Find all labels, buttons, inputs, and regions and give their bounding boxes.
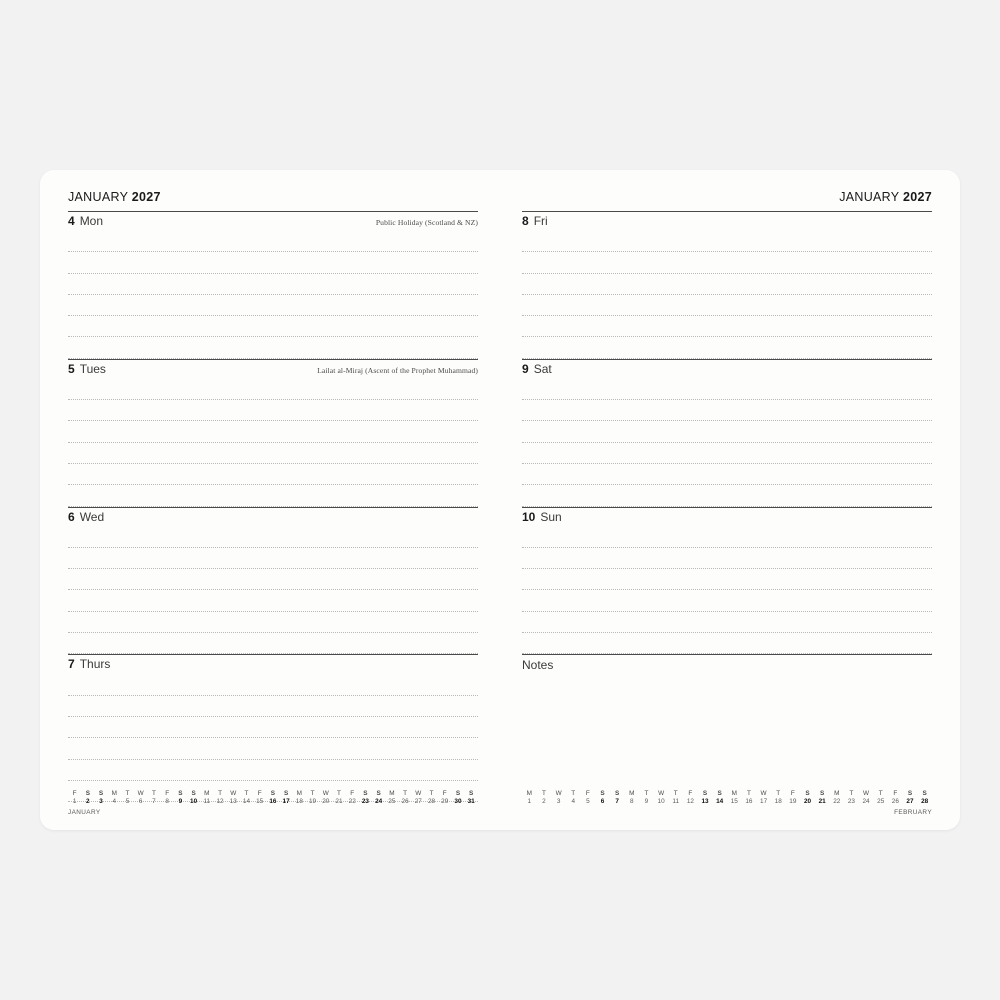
mini-calendar-date[interactable]: 4 xyxy=(112,798,117,805)
mini-calendar-date[interactable]: 9 xyxy=(178,798,183,805)
mini-calendar-weekday: T xyxy=(337,790,341,797)
writing-line[interactable] xyxy=(522,569,932,590)
mini-calendar-date[interactable]: 19 xyxy=(789,798,797,805)
writing-line[interactable] xyxy=(68,231,478,252)
mini-calendar-month-label: JANUARY xyxy=(68,809,101,816)
mini-calendar-date[interactable]: 14 xyxy=(716,798,724,805)
right-year-label: 2027 xyxy=(902,190,932,204)
mini-calendar-date[interactable]: 14 xyxy=(242,798,250,805)
mini-calendar-date[interactable]: 26 xyxy=(401,798,409,805)
mini-calendar-weekday: S xyxy=(820,790,825,797)
mini-calendar-date[interactable]: 15 xyxy=(256,798,264,805)
mini-calendar-date-row xyxy=(68,798,478,806)
mini-calendar-date[interactable]: 13 xyxy=(701,798,709,805)
left-page-header xyxy=(68,190,478,204)
mini-calendar-weekday: S xyxy=(615,790,620,797)
writing-line[interactable] xyxy=(68,421,478,442)
left-year-label: 2027 xyxy=(131,190,161,204)
mini-calendar-date[interactable]: 17 xyxy=(760,798,768,805)
writing-lines[interactable] xyxy=(522,231,932,359)
mini-calendar-date[interactable]: 10 xyxy=(190,798,198,805)
day-number: 8 xyxy=(522,214,529,228)
mini-calendar-weekday: T xyxy=(244,790,249,797)
mini-calendar-weekday: S xyxy=(98,790,104,797)
mini-calendar-weekday: S xyxy=(191,790,196,797)
mini-calendar-weekday: W xyxy=(322,790,329,797)
writing-line[interactable] xyxy=(68,252,478,273)
mini-calendar-date[interactable]: 27 xyxy=(414,798,422,805)
day-number: 5 xyxy=(68,361,75,376)
mini-calendar-date[interactable]: 21 xyxy=(818,798,826,805)
mini-calendar-weekday: F xyxy=(893,790,898,797)
day-header xyxy=(68,507,478,525)
writing-line[interactable] xyxy=(522,274,932,295)
mini-calendar-date[interactable]: 22 xyxy=(348,798,356,805)
mini-calendar-date[interactable]: 17 xyxy=(282,798,290,805)
mini-calendar-date[interactable]: 13 xyxy=(229,798,237,805)
day-header xyxy=(68,359,478,377)
day-number: 9 xyxy=(522,361,529,376)
writing-line[interactable] xyxy=(68,590,478,611)
mini-calendar-weekday: S xyxy=(178,790,183,797)
mini-calendar-weekday: S xyxy=(270,790,276,797)
mini-calendar-weekday: T xyxy=(776,790,781,797)
left-month-label: JANUARY xyxy=(68,190,128,204)
mini-calendar-date[interactable]: 6 xyxy=(138,798,143,805)
day-name: Sat xyxy=(533,361,552,376)
mini-calendar-weekday: W xyxy=(230,790,237,797)
mini-calendar-weekday: F xyxy=(350,790,355,797)
mini-calendar-weekday: T xyxy=(403,790,408,797)
writing-line[interactable] xyxy=(522,231,932,252)
mini-calendar-weekday: F xyxy=(442,790,447,797)
mini-calendar-date[interactable]: 6 xyxy=(600,798,605,805)
writing-line[interactable] xyxy=(68,464,478,485)
mini-calendar-date[interactable]: 25 xyxy=(388,798,396,805)
mini-calendar-date[interactable]: 11 xyxy=(672,798,680,805)
day-number: 7 xyxy=(68,657,75,672)
writing-line[interactable] xyxy=(522,316,932,337)
writing-line[interactable] xyxy=(522,527,932,548)
writing-line[interactable] xyxy=(68,485,478,506)
mini-calendar-weekday: S xyxy=(85,790,90,797)
mini-calendar-weekday: M xyxy=(389,790,395,797)
writing-line[interactable] xyxy=(68,527,478,548)
mini-calendar-weekday: S xyxy=(469,790,474,797)
right-page xyxy=(500,170,960,830)
writing-line[interactable] xyxy=(522,464,932,485)
day-name: Sun xyxy=(540,509,562,524)
writing-line[interactable] xyxy=(68,548,478,569)
mini-calendar-date[interactable]: 19 xyxy=(308,798,317,805)
notes-section[interactable] xyxy=(522,654,932,672)
right-month-label: JANUARY xyxy=(839,190,900,204)
writing-line[interactable] xyxy=(68,760,478,781)
mini-calendar-date[interactable]: 31 xyxy=(467,798,475,805)
mini-calendar-weekday: S xyxy=(283,790,289,797)
mini-calendar-weekday: W xyxy=(137,790,144,797)
writing-lines[interactable] xyxy=(68,527,478,655)
day-name: Fri xyxy=(533,214,548,228)
mini-calendar-date[interactable]: 23 xyxy=(847,798,855,805)
day-header xyxy=(522,359,932,377)
mini-calendar-date[interactable]: 16 xyxy=(745,798,753,805)
mini-calendar-weekday: M xyxy=(834,790,840,797)
day-header xyxy=(68,211,478,229)
diary-spread xyxy=(40,170,960,830)
mini-calendar-weekday: S xyxy=(907,790,913,797)
mini-calendar-weekday-row xyxy=(68,790,478,798)
mini-calendar-date-row xyxy=(522,798,932,806)
mini-calendar-weekday: T xyxy=(571,790,576,797)
writing-line[interactable] xyxy=(522,612,932,633)
mini-calendar-weekday: S xyxy=(702,790,708,797)
mini-calendar-date[interactable]: 3 xyxy=(556,798,561,805)
mini-calendar-weekday: M xyxy=(629,790,635,797)
mini-calendar-weekday: F xyxy=(585,790,590,797)
mini-calendar-weekday: T xyxy=(429,790,434,797)
writing-lines[interactable] xyxy=(68,231,478,359)
mini-calendar-date[interactable]: 24 xyxy=(375,798,383,805)
mini-calendar-weekday: T xyxy=(878,790,883,797)
mini-calendar-date[interactable]: 30 xyxy=(454,798,462,805)
mini-calendar-weekday: F xyxy=(72,790,77,797)
writing-line[interactable] xyxy=(522,548,932,569)
writing-line[interactable] xyxy=(68,696,478,717)
day-entry-8[interactable] xyxy=(522,211,932,359)
mini-calendar-weekday: S xyxy=(455,790,461,797)
mini-calendar-date[interactable]: 24 xyxy=(862,798,870,805)
day-number: 10 xyxy=(522,509,536,524)
mini-calendar-weekday: M xyxy=(526,790,532,797)
day-entry-6[interactable] xyxy=(68,507,478,655)
day-entry-5[interactable] xyxy=(68,359,478,507)
mini-calendar-weekday-row xyxy=(522,790,932,798)
mini-calendar-weekday: F xyxy=(790,790,795,797)
writing-line[interactable] xyxy=(68,738,478,759)
left-page xyxy=(40,170,500,830)
right-mini-calendar xyxy=(522,790,932,816)
writing-line[interactable] xyxy=(68,274,478,295)
mini-calendar-date[interactable]: 5 xyxy=(586,798,590,805)
mini-calendar-date[interactable]: 20 xyxy=(803,798,812,805)
day-note: Lailat al-Miraj (Ascent of the Prophet Muhammad) xyxy=(317,365,478,375)
mini-calendar-weekday: M xyxy=(111,790,117,797)
mini-calendar-weekday: T xyxy=(125,790,130,797)
mini-calendar-date[interactable]: 2 xyxy=(86,798,90,805)
mini-calendar-date[interactable]: 7 xyxy=(152,798,156,805)
writing-line[interactable] xyxy=(68,633,478,654)
mini-calendar-date[interactable]: 3 xyxy=(99,798,103,805)
mini-calendar-weekday: T xyxy=(849,790,854,797)
mini-calendar-date[interactable]: 16 xyxy=(269,798,277,805)
mini-calendar-date[interactable]: 12 xyxy=(216,798,224,805)
mini-calendar-weekday: S xyxy=(922,790,927,797)
day-note: Public Holiday (Scotland & NZ) xyxy=(375,218,478,227)
mini-calendar-date[interactable]: 15 xyxy=(730,798,738,805)
mini-calendar-weekday: S xyxy=(363,790,368,797)
mini-calendar-weekday: W xyxy=(555,790,562,797)
writing-line[interactable] xyxy=(68,400,478,421)
day-number: 6 xyxy=(68,509,75,524)
writing-line[interactable] xyxy=(522,590,932,611)
writing-line[interactable] xyxy=(522,633,932,654)
day-name: Wed xyxy=(79,509,105,524)
mini-calendar-date[interactable]: 10 xyxy=(657,798,665,805)
mini-calendar-weekday: S xyxy=(805,790,810,797)
mini-calendar-date[interactable]: 28 xyxy=(921,798,929,805)
mini-calendar-weekday: T xyxy=(151,790,156,797)
mini-calendar-weekday: S xyxy=(600,790,605,797)
writing-line[interactable] xyxy=(68,612,478,633)
mini-calendar-weekday: T xyxy=(542,790,546,797)
writing-line[interactable] xyxy=(522,421,932,442)
mini-calendar-date[interactable]: 29 xyxy=(441,798,449,805)
mini-calendar-date[interactable]: 11 xyxy=(203,798,211,805)
mini-calendar-weekday: T xyxy=(644,790,649,797)
writing-line[interactable] xyxy=(522,485,932,506)
mini-calendar-weekday: F xyxy=(165,790,170,797)
mini-calendar-date[interactable]: 1 xyxy=(72,798,77,805)
day-name: Tues xyxy=(79,361,106,376)
mini-calendar-date[interactable]: 2 xyxy=(542,798,546,805)
mini-calendar-date[interactable]: 26 xyxy=(891,798,899,805)
mini-calendar-weekday: W xyxy=(760,790,767,797)
writing-lines[interactable] xyxy=(522,527,932,655)
mini-calendar-weekday: M xyxy=(731,790,737,797)
mini-calendar-date[interactable]: 18 xyxy=(774,798,782,805)
mini-calendar-weekday: W xyxy=(658,790,665,797)
mini-calendar-weekday: T xyxy=(673,790,678,797)
mini-calendar-date[interactable]: 25 xyxy=(877,798,885,805)
day-name: Thurs xyxy=(79,657,111,672)
notes-title: Notes xyxy=(522,654,932,672)
day-number: 4 xyxy=(68,214,75,228)
mini-calendar-date[interactable]: 12 xyxy=(686,798,694,805)
mini-calendar-date[interactable]: 22 xyxy=(833,798,841,805)
mini-calendar-weekday: M xyxy=(296,790,302,797)
mini-calendar-date[interactable]: 28 xyxy=(427,798,436,805)
writing-line[interactable] xyxy=(522,337,932,358)
writing-line[interactable] xyxy=(522,252,932,273)
mini-calendar-weekday: T xyxy=(310,790,315,797)
mini-calendar-date[interactable]: 8 xyxy=(630,798,634,805)
mini-calendar-date[interactable]: 9 xyxy=(644,798,649,805)
day-entry-10[interactable] xyxy=(522,507,932,655)
mini-calendar-date[interactable]: 4 xyxy=(571,798,576,805)
writing-line[interactable] xyxy=(68,569,478,590)
mini-calendar-weekday: T xyxy=(746,790,751,797)
day-header xyxy=(522,211,932,229)
day-header xyxy=(68,654,478,672)
mini-calendar-date[interactable]: 5 xyxy=(125,798,130,805)
writing-line[interactable] xyxy=(68,379,478,400)
mini-calendar-weekday: F xyxy=(688,790,693,797)
writing-lines[interactable] xyxy=(68,674,478,802)
writing-line[interactable] xyxy=(522,295,932,316)
mini-calendar-weekday: F xyxy=(257,790,262,797)
writing-line[interactable] xyxy=(68,337,478,358)
mini-calendar-month-label: FEBRUARY xyxy=(894,809,932,816)
day-name: Mon xyxy=(79,214,104,228)
mini-calendar-date[interactable]: 7 xyxy=(615,798,619,805)
mini-calendar-date[interactable]: 1 xyxy=(527,798,532,805)
writing-line[interactable] xyxy=(68,717,478,738)
mini-calendar-date[interactable]: 23 xyxy=(361,798,369,805)
mini-calendar-date[interactable]: 18 xyxy=(295,798,303,805)
mini-calendar-weekday: W xyxy=(415,790,422,797)
writing-line[interactable] xyxy=(68,316,478,337)
writing-line[interactable] xyxy=(68,443,478,464)
mini-calendar-date[interactable]: 8 xyxy=(165,798,169,805)
writing-line[interactable] xyxy=(522,379,932,400)
writing-line[interactable] xyxy=(522,400,932,421)
mini-calendar-date[interactable]: 27 xyxy=(906,798,914,805)
writing-line[interactable] xyxy=(68,295,478,316)
day-header xyxy=(522,507,932,525)
writing-line[interactable] xyxy=(68,674,478,695)
day-entry-9[interactable] xyxy=(522,359,932,507)
left-mini-calendar xyxy=(68,790,478,816)
right-page-header xyxy=(522,190,932,204)
mini-calendar-date[interactable]: 20 xyxy=(322,798,330,805)
writing-lines[interactable] xyxy=(68,379,478,507)
mini-calendar-date[interactable]: 21 xyxy=(335,798,343,805)
mini-calendar-weekday: W xyxy=(863,790,870,797)
writing-line[interactable] xyxy=(522,443,932,464)
day-entry-4[interactable] xyxy=(68,211,478,359)
day-entry-7[interactable] xyxy=(68,654,478,802)
mini-calendar-weekday: S xyxy=(376,790,381,797)
mini-calendar-weekday: T xyxy=(218,790,222,797)
mini-calendar-weekday: M xyxy=(204,790,210,797)
mini-calendar-weekday: S xyxy=(717,790,722,797)
writing-lines[interactable] xyxy=(522,379,932,507)
spread-container xyxy=(40,170,960,830)
